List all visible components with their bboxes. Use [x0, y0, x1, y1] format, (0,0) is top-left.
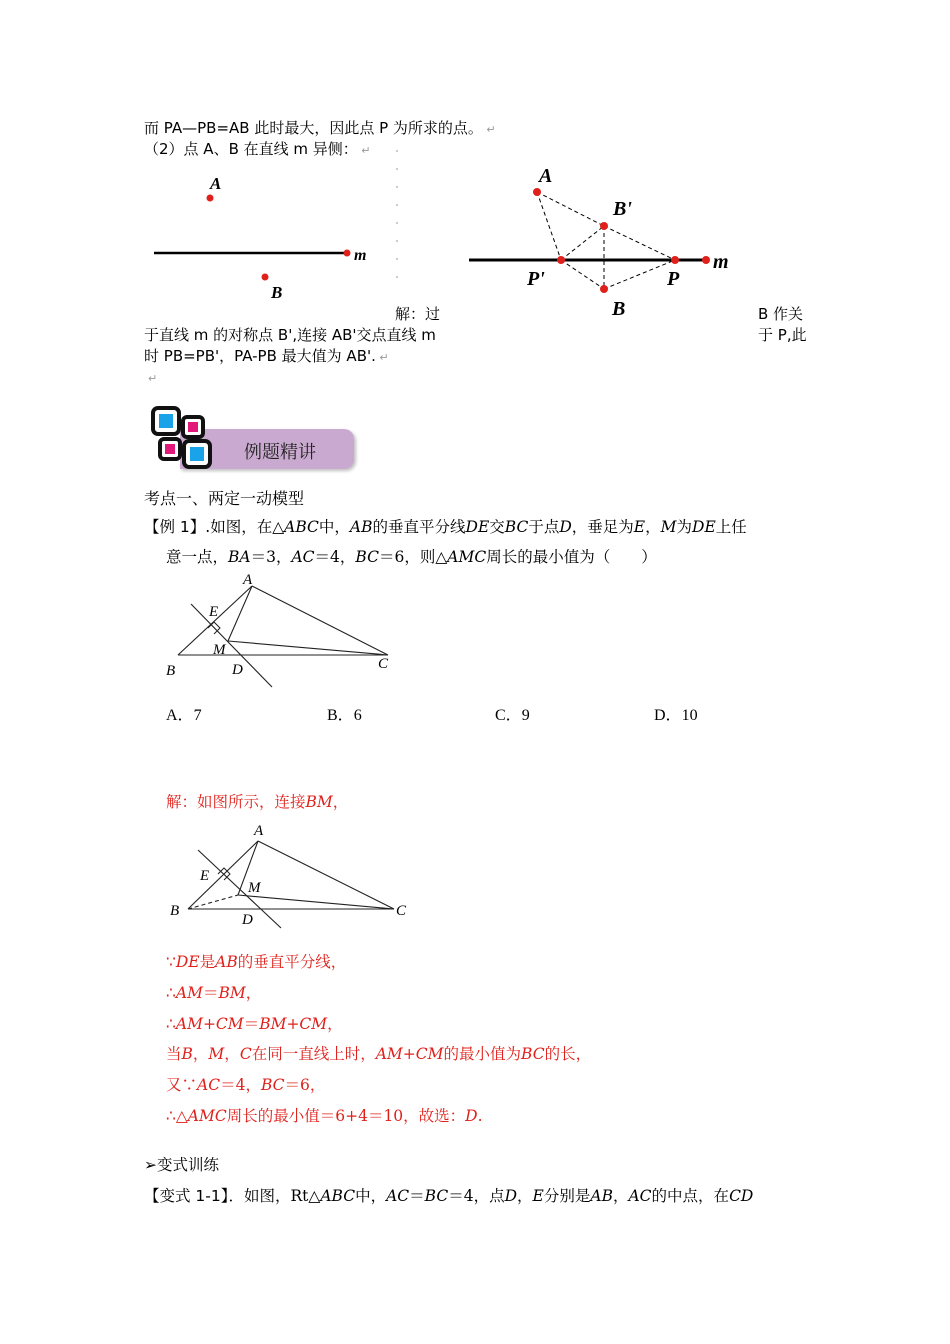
solution-line-7: ∴△AMC周长的最小值＝6+4＝10，故选：D.: [166, 1107, 483, 1125]
solution-line-1: 解：如图所示，连接BM，: [166, 793, 349, 811]
solution-line-4: ∴AM+CM＝BM+CM，: [166, 1015, 343, 1033]
point-P-prime: [557, 256, 565, 264]
option-c: C．9: [495, 707, 530, 724]
solution-fragment-d: 于 P,此: [758, 326, 807, 344]
label-C: C: [378, 656, 389, 672]
option-a: A．7: [166, 707, 202, 724]
top-line-2: （2）点 A、B 在直线 m 异侧： ↵: [144, 140, 371, 158]
option-b: B．6: [327, 707, 362, 724]
point-A: [207, 195, 214, 202]
point-m-end: [344, 250, 351, 257]
solution-line-6: 又∵AC＝4，BC＝6，: [166, 1076, 326, 1094]
figure-same-line-left: [140, 165, 380, 305]
segment-BP: [604, 260, 675, 289]
example-1-line-1: 【例 1】.如图，在△ABC中，AB的垂直平分线DE交BC于点D，垂足为E，M为DE上任: [144, 518, 747, 536]
label-E: E: [200, 868, 210, 884]
label-A: A: [210, 174, 222, 193]
banner-title: 例题精讲: [244, 442, 316, 463]
label-A: A: [539, 165, 553, 187]
point-P: [671, 256, 679, 264]
point-B-prime: [600, 222, 608, 230]
solution-line-3: ∴AM＝BM，: [166, 984, 262, 1002]
label-B: B: [166, 663, 176, 679]
label-P: P: [667, 268, 680, 290]
paragraph-mark: ↵: [375, 351, 389, 364]
triangle-figure-question: [160, 570, 400, 690]
point-B: [600, 285, 608, 293]
section-banner: [150, 405, 355, 473]
example-1-line-2: 意一点，BA＝3，AC＝4，BC＝6，则△AMC周长的最小值为（ ）: [166, 548, 657, 566]
label-E: E: [209, 604, 219, 620]
paragraph-mark: ↵: [148, 372, 158, 385]
figure-opposite-side-right: [465, 160, 745, 320]
label-m: m: [713, 251, 729, 273]
grid-icon: [150, 405, 212, 469]
label-D: D: [232, 662, 243, 678]
label-B-prime: B': [613, 198, 632, 220]
triangle-figure-solution: [166, 820, 416, 930]
label-B: B: [271, 283, 283, 302]
column-divider: [392, 150, 402, 290]
solution-fragment-e: 时 PB=PB'，PA-PB 最大值为 AB'. ↵: [144, 347, 389, 365]
segment-P'B: [561, 260, 604, 289]
paragraph-mark: ↵: [482, 123, 496, 136]
label-B: B: [612, 298, 626, 320]
solution-line-2: ∵DE是AB的垂直平分线，: [166, 953, 347, 971]
label-D: D: [242, 912, 253, 928]
section-heading: 考点一、两定一动模型: [144, 489, 305, 508]
label-C: C: [396, 903, 407, 919]
variant-heading: ➢变式训练: [144, 1156, 219, 1174]
label-M: M: [213, 642, 226, 658]
point-B: [262, 274, 269, 281]
label-P-prime: P': [527, 268, 545, 290]
label-m: m: [354, 247, 367, 264]
segment-P'B': [561, 226, 604, 260]
segment-AM: [228, 586, 252, 641]
label-A: A: [254, 823, 264, 839]
paragraph-mark: ↵: [357, 144, 371, 157]
point-A: [533, 188, 541, 196]
solution-fragment-c: 于直线 m 的对称点 B',连接 AB'交点直线 m: [144, 326, 436, 344]
label-M: M: [248, 880, 261, 896]
solution-line-5: 当B，M，C在同一直线上时，AM+CM的最小值为BC的长，: [166, 1045, 592, 1063]
variant-1-1-line: 【变式 1-1】．如图，Rt△ABC中，AC＝BC＝4，点D，E分别是AB，AC的中点，在CD: [144, 1187, 754, 1205]
label-A: A: [243, 572, 253, 588]
option-d: D．10: [654, 707, 698, 724]
label-B: B: [170, 903, 180, 919]
segment-B'P: [604, 226, 675, 260]
solution-fragment-a: 解：过: [395, 305, 441, 323]
top-line-1: 而 PA—PB=AB 此时最大，因此点 P 为所求的点。 ↵: [144, 119, 496, 137]
point-m-end: [702, 256, 710, 264]
line-DE: [198, 850, 281, 928]
solution-fragment-b: B 作关: [758, 305, 804, 323]
